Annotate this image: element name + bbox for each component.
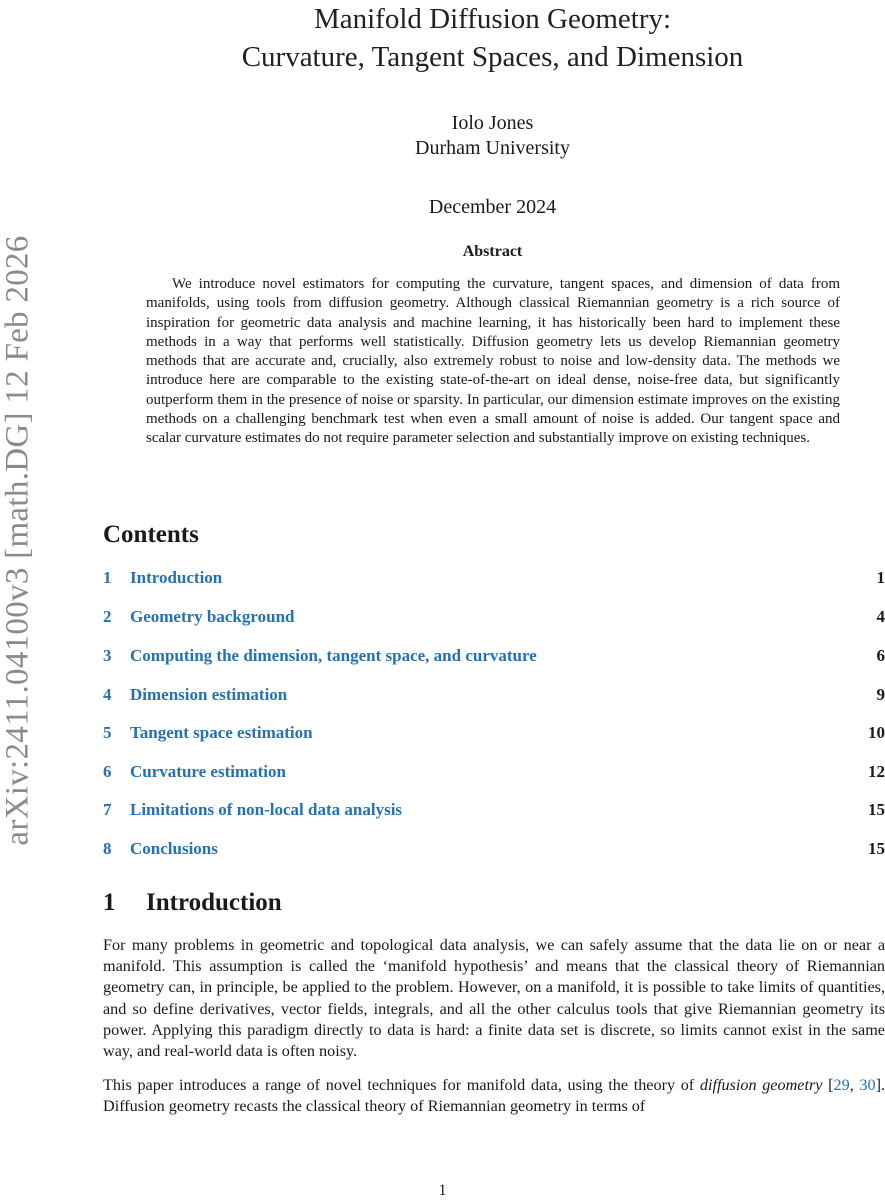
paragraph-text: This paper introduces a range of novel techniques for manifold data, using the theory of — [103, 1076, 700, 1094]
toc-entry-number: 6 — [103, 762, 112, 781]
arxiv-identifier-text: arXiv:2411.04100v3 [math.DG] 12 Feb 2026 — [0, 234, 36, 846]
abstract-text: We introduce novel estimators for computing the curvature, tangent spaces, and dimension of data from manifolds, using tools from diffusion geometry. Although classical Riemannian geometry is a rich source of inspiration for geometric data analysis and machine learning, it has historically been hard to implement these methods in a way that performs well statistically. Diffusion geometry lets us develop Riemannian geometry methods that are accurate and, crucially, also extremely robust to noise and low-density data. The methods we introduce here are comparable to the existing state-of-the-art on ideal dense, noise-free data, but significantly outperform them in the presence of noise or sparsity. In particular, our dimension estimate improves on the existing methods on a challenging benchmark test when even a small amount of noise is added. Our tangent space and scalar curvature estimates do not require parameter selection and substantially improve on existing techniques. — [146, 276, 840, 447]
title-line-2: Curvature, Tangent Spaces, and Dimension — [241, 41, 744, 73]
toc-entry-page: 9 — [876, 685, 885, 704]
intro-paragraph-1: For many problems in geometric and topological data analysis, we can safely assume that the data lie on or near a manifold. This assumption is called the ‘manifold hypothesis’ and means that the classical theory of Riemannian geometry can, in principle, be applied to the problem. However, on a manifold, it is possible to take limits of quantities, and so define derivatives, vector fields, integrals, and all the other calculus tools that give Riemannian geometry its power. Applying this paradigm directly to data is hard: a finite data set is discrete, so limits cannot exist in the same way, and real-world data is often noisy. — [103, 936, 885, 1061]
toc-entry-link[interactable]: Conclusions — [130, 839, 218, 858]
toc-entry[interactable] — [103, 644, 885, 668]
toc-entry-number: 5 — [103, 723, 112, 742]
toc-entry-link[interactable]: Limitations of non-local data analysis — [130, 800, 403, 819]
citation-link[interactable]: 29 — [833, 1076, 850, 1094]
emphasis-term: diffusion geometry — [699, 1076, 823, 1094]
paper-date: December 2024 — [428, 196, 557, 218]
toc-entry-number: 3 — [103, 646, 112, 665]
toc-entry[interactable] — [103, 683, 885, 707]
author-name: Iolo Jones — [451, 112, 534, 134]
author-affiliation: Durham University — [415, 137, 570, 159]
author-block — [110, 111, 875, 161]
arxiv-identifier-stamp — [0, 200, 36, 880]
toc-entry-link[interactable]: Geometry background — [130, 607, 295, 626]
toc-entry-link[interactable]: Dimension estimation — [130, 685, 288, 704]
bracket-open: [ — [822, 1076, 834, 1094]
page-number: 1 — [438, 1182, 447, 1199]
toc-entry-link[interactable]: Curvature estimation — [130, 762, 286, 781]
section-title: Introduction — [146, 889, 282, 916]
toc-entry-number: 7 — [103, 800, 112, 819]
toc-entry-page: 10 — [868, 723, 885, 742]
toc-entry-number: 4 — [103, 685, 112, 704]
toc-entry-number: 8 — [103, 839, 112, 858]
toc-entry[interactable] — [103, 798, 885, 822]
toc-entry[interactable] — [103, 605, 885, 629]
toc-entry[interactable] — [103, 566, 885, 590]
toc-entry-page: 4 — [876, 607, 885, 626]
citation-link[interactable]: 30 — [859, 1076, 876, 1094]
section-number: 1 — [103, 889, 116, 916]
citation-separator: , — [849, 1076, 860, 1094]
toc-entry[interactable] — [103, 760, 885, 784]
toc-entry-link[interactable]: Tangent space estimation — [130, 723, 313, 742]
intro-paragraph-2 — [103, 1075, 885, 1117]
toc-entry-page: 12 — [868, 762, 885, 781]
toc-entry-link[interactable]: Computing the dimension, tangent space, and curvature — [130, 646, 537, 665]
toc-entry-page: 1 — [876, 568, 885, 587]
abstract-heading: Abstract — [462, 243, 523, 260]
paragraph-text: ]. Diffusion geometry recasts the classical theory of Riemannian geometry in terms of — [103, 1076, 885, 1116]
contents-heading: Contents — [103, 521, 199, 548]
section-heading — [103, 886, 282, 920]
toc-entry-number: 1 — [103, 568, 112, 587]
title-line-1: Manifold Diffusion Geometry: — [313, 3, 672, 35]
toc-entry[interactable] — [103, 837, 885, 861]
toc-entry-page: 15 — [868, 800, 885, 819]
toc-entry-page: 15 — [868, 839, 885, 858]
paper-title — [110, 0, 875, 76]
toc-entry[interactable] — [103, 721, 885, 745]
toc-entry-number: 2 — [103, 607, 112, 626]
toc-entry-link[interactable]: Introduction — [130, 568, 223, 587]
toc-entry-page: 6 — [876, 646, 885, 665]
